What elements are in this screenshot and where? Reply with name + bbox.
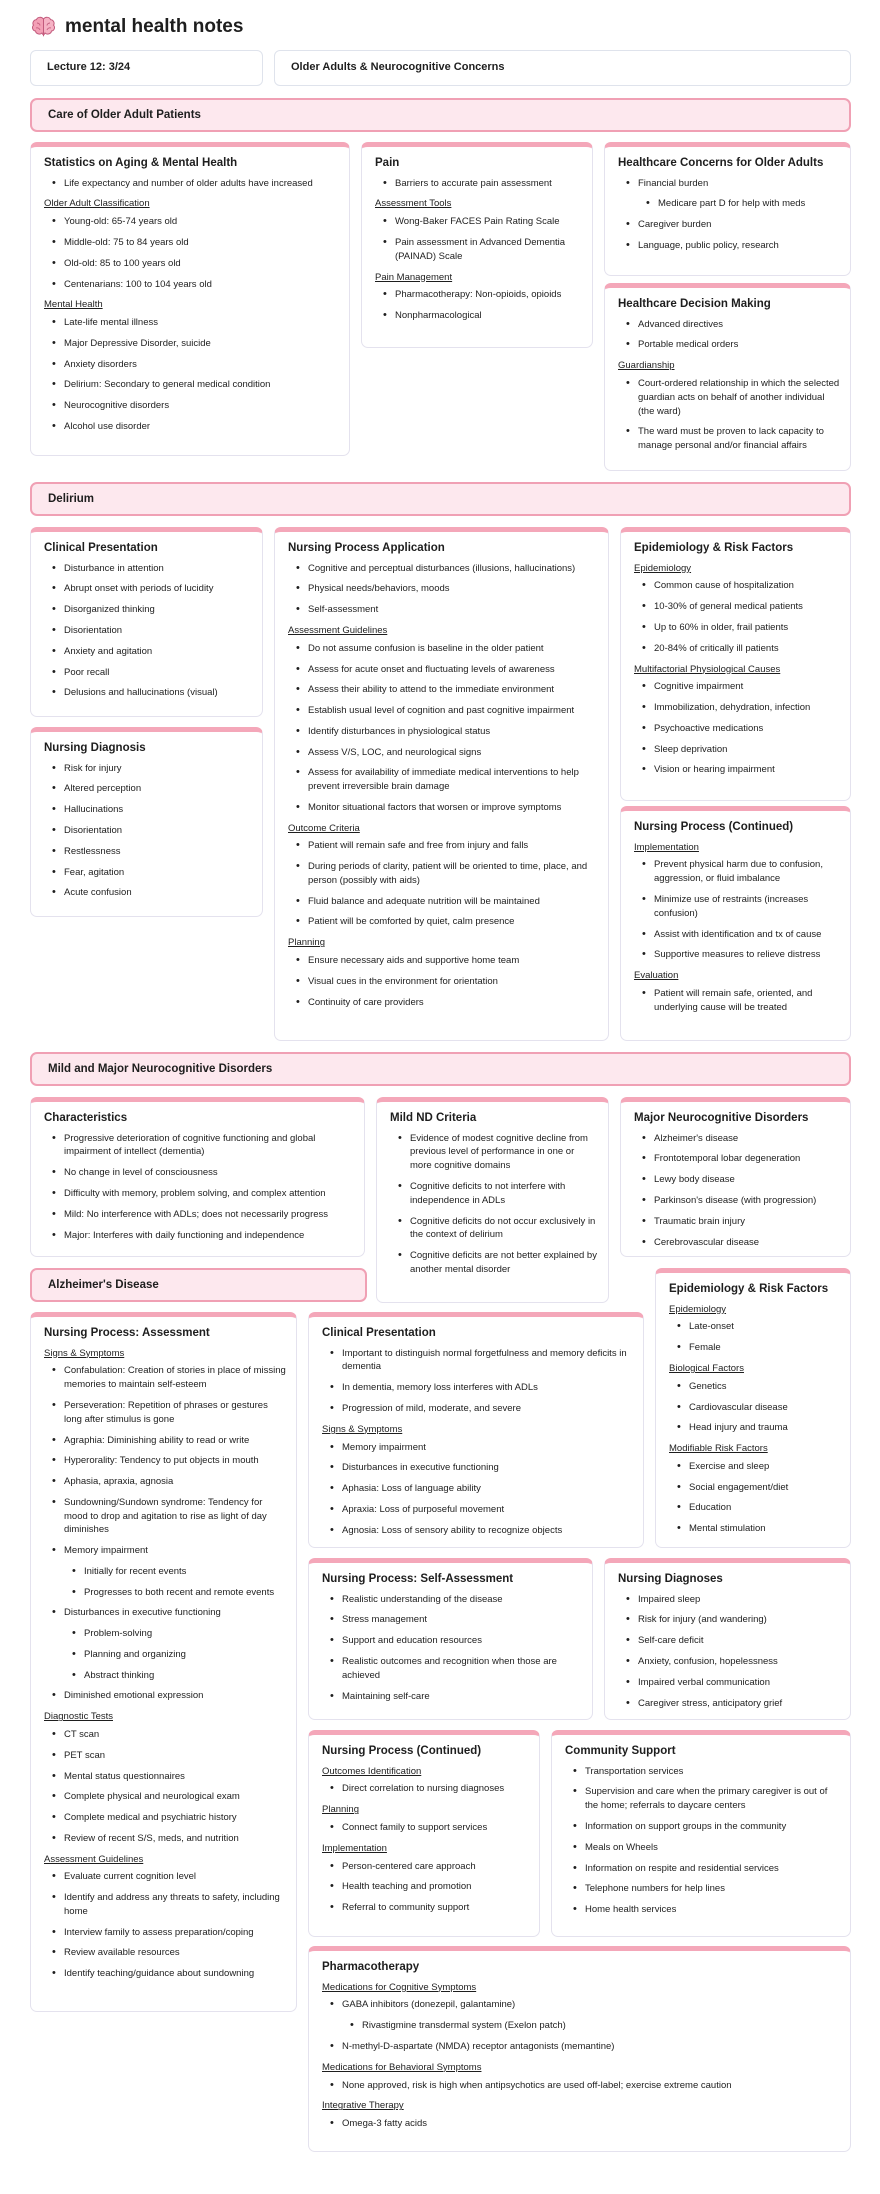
bullet-item: • Realistic understanding of the disease (322, 1593, 582, 1607)
bullet-item: • Acute confusion (44, 886, 252, 900)
bullet-list (322, 1593, 582, 1704)
bullet-item: • Risk for injury (44, 762, 252, 776)
bullet-list (634, 579, 840, 655)
sub-bullet-item: • Initially for recent events (44, 1565, 286, 1579)
bullet-item: • In dementia, memory loss interferes with ADLs (322, 1381, 633, 1395)
bullet-item: • Minimize use of restraints (increases confusion) (634, 893, 840, 921)
section-title: Delirium (48, 492, 95, 505)
subheading: Older Adult Classification (44, 198, 150, 210)
bullet-item: • Home health services (565, 1903, 840, 1917)
bullet-item: • Prevent physical harm due to confusion, aggression, or fluid imbalance (634, 858, 840, 886)
card-title: Nursing Diagnoses (618, 1573, 723, 1585)
bullet-item: • Information on support groups in the community (565, 1820, 840, 1834)
bullet-list (634, 680, 840, 777)
bullet-item: • Assess V/S, LOC, and neurological signs (288, 746, 598, 760)
bullet-list (322, 1860, 529, 1915)
bullet-item: • Centenarians: 100 to 104 years old (44, 278, 339, 292)
card-epi2 (655, 1268, 851, 1548)
bullet-item: • Immobilization, dehydration, infection (634, 701, 840, 715)
bullet-item: • Poor recall (44, 666, 252, 680)
bullet-list (618, 177, 840, 253)
bullet-item: • Female (669, 1341, 840, 1355)
bullet-item: • Ensure necessary aids and supportive home team (288, 954, 598, 968)
bullet-list (288, 562, 598, 617)
bullet-item: • Information on respite and residential services (565, 1862, 840, 1876)
bullet-list (375, 177, 582, 191)
bullet-item: • Parkinson's disease (with progression) (634, 1194, 840, 1208)
bullet-item: • Fear, agitation (44, 866, 252, 880)
card-clin (30, 527, 263, 717)
sub-bullet-item: • Planning and organizing (44, 1648, 286, 1662)
bullet-item: • Review of recent S/S, meds, and nutrition (44, 1832, 286, 1846)
card-ndiag (604, 1558, 851, 1720)
sub-bullet-item: • Problem-solving (44, 1627, 286, 1641)
bullet-item: • Cognitive impairment (634, 680, 840, 694)
card-title: Clinical Presentation (44, 542, 158, 554)
section-title: Alzheimer's Disease (48, 1278, 159, 1291)
subheading: Assessment Guidelines (288, 624, 388, 636)
bullet-item: • Maintaining self-care (322, 1690, 582, 1704)
bullet-item: • Identify disturbances in physiological status (288, 725, 598, 739)
subheading: Assessment Tools (375, 198, 452, 210)
bullet-item: • Up to 60% in older, frail patients (634, 621, 840, 635)
bullet-item: • Cognitive deficits are not better explained by another mental disorder (390, 1249, 598, 1277)
bullet-item: • Sleep deprivation (634, 743, 840, 757)
bullet-item: • Disturbance in attention (44, 562, 252, 576)
topic-field (274, 50, 851, 86)
subheading: Epidemiology (669, 1303, 727, 1315)
bullet-list (375, 215, 582, 263)
bullet-item: • Cognitive deficits do not occur exclusively in the context of delirium (390, 1215, 598, 1243)
bullet-item: • Direct correlation to nursing diagnoses (322, 1782, 529, 1796)
bullet-list (669, 1460, 840, 1536)
bullet-item: • Disturbances in executive functioning (322, 1461, 633, 1475)
card-stats (30, 142, 350, 456)
bullet-item: • Agraphia: Diminishing ability to read or write (44, 1434, 286, 1448)
bullet-item: • Major: Interferes with daily functioning and independence (44, 1229, 354, 1243)
bullet-list (375, 288, 582, 323)
bullet-item: • Review available resources (44, 1946, 286, 1960)
bullet-item: • Major Depressive Disorder, suicide (44, 337, 339, 351)
sub-bullet-item: • Medicare part D for help with meds (618, 197, 840, 211)
bullet-list (44, 1132, 354, 1243)
card-title: Healthcare Decision Making (618, 298, 771, 310)
bullet-list (669, 1380, 840, 1435)
bullet-item: • Disorganized thinking (44, 603, 252, 617)
bullet-item: • Wong-Baker FACES Pain Rating Scale (375, 215, 582, 229)
section-title: Care of Older Adult Patients (48, 108, 201, 121)
bullet-item: • Aphasia: Loss of language ability (322, 1482, 633, 1496)
card-title: Nursing Process: Assessment (44, 1327, 210, 1339)
bullet-item: • Risk for injury (and wandering) (618, 1613, 840, 1627)
bullet-item: • Pain assessment in Advanced Dementia (PAINAD) Scale (375, 236, 582, 264)
subheading: Implementation (322, 1842, 387, 1854)
bullet-item: • Confabulation: Creation of stories in place of missing memories to maintain self-esteem (44, 1364, 286, 1392)
card-title: Community Support (565, 1745, 676, 1757)
bullet-item: • Impaired verbal communication (618, 1676, 840, 1690)
bullet-item: • Memory impairment (44, 1544, 286, 1558)
bullet-item: • Self-assessment (288, 603, 598, 617)
subheading: Biological Factors (669, 1362, 744, 1374)
bullet-item: • N-methyl-D-aspartate (NMDA) receptor antagonists (memantine) (322, 2040, 840, 2054)
card-title: Nursing Process: Self-Assessment (322, 1573, 514, 1585)
bullet-list (322, 1821, 529, 1835)
bullet-item: • Identify and address any threats to safety, including home (44, 1891, 286, 1919)
bullet-item: • Nonpharmacological (375, 309, 582, 323)
bullet-item: • Disorientation (44, 824, 252, 838)
bullet-item: • Supervision and care when the primary caregiver is out of the home; referrals to daycare centers (565, 1785, 840, 1813)
bullet-item: • Vision or hearing impairment (634, 763, 840, 777)
bullet-item: • PET scan (44, 1749, 286, 1763)
bullet-list (634, 987, 840, 1015)
bullet-item: • Do not assume confusion is baseline in the older patient (288, 642, 598, 656)
bullet-item: • Impaired sleep (618, 1593, 840, 1607)
card-pain (361, 142, 593, 348)
card-mild (376, 1097, 609, 1303)
bullet-item: • Evaluate current cognition level (44, 1870, 286, 1884)
sub-bullet-item: • Abstract thinking (44, 1669, 286, 1683)
bullet-item: • Apraxia: Loss of purposeful movement (322, 1503, 633, 1517)
bullet-list (288, 642, 598, 815)
bullet-item: • 10-30% of general medical patients (634, 600, 840, 614)
bullet-list (44, 1728, 286, 1846)
bullet-item: • Connect family to support services (322, 1821, 529, 1835)
bullet-item: • Important to distinguish normal forgetfulness and memory deficits in dementia (322, 1347, 633, 1375)
bullet-item: • Assist with identification and tx of cause (634, 928, 840, 942)
card-title: Pharmacotherapy (322, 1961, 420, 1973)
card-pharm (308, 1946, 851, 2152)
card-title: Nursing Process (Continued) (322, 1745, 482, 1757)
bullet-list (322, 2117, 840, 2131)
bullet-item: • Common cause of hospitalization (634, 579, 840, 593)
subheading: Multifactorial Physiological Causes (634, 663, 781, 675)
bullet-item: • Diminished emotional expression (44, 1689, 286, 1703)
bullet-item: • Patient will remain safe and free from injury and falls (288, 839, 598, 853)
lecture-field (30, 50, 263, 86)
bullet-list (634, 858, 840, 962)
bullet-item: • Cognitive and perceptual disturbances (illusions, hallucinations) (288, 562, 598, 576)
bullet-item: • Late-life mental illness (44, 316, 339, 330)
card-hc (604, 142, 851, 276)
subheading: Medications for Behavioral Symptoms (322, 2061, 482, 2073)
bullet-list (44, 215, 339, 291)
bullet-item: • Hyperorality: Tendency to put objects in mouth (44, 1454, 286, 1468)
bullet-item: • Referral to community support (322, 1901, 529, 1915)
bullet-item: • Portable medical orders (618, 338, 840, 352)
bullet-item: • Restlessness (44, 845, 252, 859)
bullet-list (322, 1782, 529, 1796)
bullet-item: • Anxiety and agitation (44, 645, 252, 659)
bullet-item: • Omega-3 fatty acids (322, 2117, 840, 2131)
bullet-item: • Complete medical and psychiatric history (44, 1811, 286, 1825)
bullet-item: • Anxiety, confusion, hopelessness (618, 1655, 840, 1669)
bullet-item: • Fluid balance and adequate nutrition will be maintained (288, 895, 598, 909)
bullet-item: • Telephone numbers for help lines (565, 1882, 840, 1896)
card-title: Nursing Process Application (288, 542, 445, 554)
subheading: Assessment Guidelines (44, 1853, 144, 1865)
bullet-item: • Continuity of care providers (288, 996, 598, 1010)
bullet-item: • Hallucinations (44, 803, 252, 817)
bullet-item: • Evidence of modest cognitive decline from previous level of performance in one or more cognitive domains (390, 1132, 598, 1173)
bullet-list (618, 377, 840, 453)
bullet-item: • Realistic outcomes and recognition when those are achieved (322, 1655, 582, 1683)
bullet-item: • GABA inhibitors (donezepil, galantamine) (322, 1998, 840, 2012)
bullet-item: • Life expectancy and number of older adults have increased (44, 177, 339, 191)
sub-bullet-item: • Rivastigmine transdermal system (Exelon patch) (322, 2019, 840, 2033)
bullet-item: • Transportation services (565, 1765, 840, 1779)
card-title: Pain (375, 157, 400, 169)
bullet-item: • Progression of mild, moderate, and severe (322, 1402, 633, 1416)
card-title: Nursing Diagnosis (44, 742, 146, 754)
bullet-item: • Exercise and sleep (669, 1460, 840, 1474)
card-alzclin (308, 1312, 644, 1548)
bullet-item: • Self-care deficit (618, 1634, 840, 1648)
bullet-item: • Perseveration: Repetition of phrases or gestures long after stimulus is gone (44, 1399, 286, 1427)
topic-label: Older Adults & Neurocognitive Concerns (291, 61, 505, 74)
card-npassess (30, 1312, 297, 2012)
card-epi1 (620, 527, 851, 801)
bullet-item: • Disturbances in executive functioning (44, 1606, 286, 1620)
bullet-item: • Frontotemporal lobar degeneration (634, 1152, 840, 1166)
bullet-item: • Caregiver stress, anticipatory grief (618, 1697, 840, 1711)
bullet-item: • Stress management (322, 1613, 582, 1627)
bullet-item: • During periods of clarity, patient will be oriented to time, place, and person (possibly with aids) (288, 860, 598, 888)
bullet-item: • 20-84% of critically ill patients (634, 642, 840, 656)
bullet-item: • Court-ordered relationship in which the selected guardian acts on behalf of another individual (the ward) (618, 377, 840, 418)
bullet-item: • Advanced directives (618, 318, 840, 332)
section-delirium (30, 482, 851, 516)
bullet-item: • Visual cues in the environment for orientation (288, 975, 598, 989)
card-npa (274, 527, 609, 1041)
bullet-item: • Support and education resources (322, 1634, 582, 1648)
bullet-list (322, 1347, 633, 1416)
bullet-item: • Aphasia, apraxia, agnosia (44, 1475, 286, 1489)
bullet-item: • Memory impairment (322, 1441, 633, 1455)
card-title: Characteristics (44, 1112, 128, 1124)
bullet-item: • Cognitive deficits to not interfere with independence in ADLs (390, 1180, 598, 1208)
subheading: Planning (322, 1804, 359, 1816)
section-care (30, 98, 851, 132)
bullet-item: • Alcohol use disorder (44, 420, 339, 434)
bullet-item: • Middle-old: 75 to 84 years old (44, 236, 339, 250)
bullet-item: • Establish usual level of cognition and past cognitive impairment (288, 704, 598, 718)
bullet-item: • Cardiovascular disease (669, 1401, 840, 1415)
bullet-item: • Meals on Wheels (565, 1841, 840, 1855)
bullet-list (44, 177, 339, 191)
bullet-item: • Delirium: Secondary to general medical condition (44, 378, 339, 392)
bullet-item: • Traumatic brain injury (634, 1215, 840, 1229)
bullet-list (44, 1870, 286, 1981)
page-title: mental health notes (65, 16, 244, 38)
subheading: Medications for Cognitive Symptoms (322, 1981, 477, 1993)
card-char (30, 1097, 365, 1257)
bullet-item: • No change in level of consciousness (44, 1166, 354, 1180)
subheading: Epidemiology (634, 562, 692, 574)
bullet-item: • Progressive deterioration of cognitive functioning and global impairment of intellect (dementia) (44, 1132, 354, 1160)
subheading: Diagnostic Tests (44, 1711, 113, 1723)
section-alzheimers (30, 1268, 367, 1302)
bullet-list (322, 1441, 633, 1538)
card-title: Mild ND Criteria (390, 1112, 477, 1124)
card-title: Clinical Presentation (322, 1327, 436, 1339)
subheading: Signs & Symptoms (44, 1347, 125, 1359)
subheading: Outcome Criteria (288, 822, 360, 834)
bullet-item: • Health teaching and promotion (322, 1880, 529, 1894)
bullet-item: • Anxiety disorders (44, 358, 339, 372)
brain-icon (30, 16, 57, 38)
card-title: Major Neurocognitive Disorders (634, 1112, 809, 1124)
bullet-item: • Genetics (669, 1380, 840, 1394)
card-self (308, 1558, 593, 1720)
card-ndx (30, 727, 263, 917)
bullet-list (322, 1998, 840, 2053)
section-ncd (30, 1052, 851, 1086)
bullet-list (44, 562, 252, 700)
card-npc1 (620, 806, 851, 1041)
subheading: Outcomes Identification (322, 1765, 422, 1777)
bullet-item: • Mental status questionnaires (44, 1770, 286, 1784)
subheading: Integrative Therapy (322, 2100, 404, 2112)
bullet-item: • Barriers to accurate pain assessment (375, 177, 582, 191)
card-comm (551, 1730, 851, 1937)
subheading: Evaluation (634, 970, 679, 982)
bullet-list (322, 2079, 840, 2093)
bullet-item: • Alzheimer's disease (634, 1132, 840, 1146)
bullet-item: • Mild: No interference with ADLs; does not necessarily progress (44, 1208, 354, 1222)
subheading: Implementation (634, 841, 699, 853)
bullet-item: • Sundowning/Sundown syndrome: Tendency for mood to drop and agitation to rise as light of day diminishes (44, 1496, 286, 1537)
bullet-item: • Agnosia: Loss of sensory ability to recognize objects (322, 1524, 633, 1538)
bullet-list (618, 1593, 840, 1711)
bullet-list (669, 1320, 840, 1355)
subheading: Planning (288, 937, 325, 949)
bullet-item: • The ward must be proven to lack capacity to manage personal and/or financial affairs (618, 425, 840, 453)
bullet-item: • Late-onset (669, 1320, 840, 1334)
bullet-item: • Difficulty with memory, problem solving, and complex attention (44, 1187, 354, 1201)
bullet-item: • Patient will remain safe, oriented, and underlying cause will be treated (634, 987, 840, 1015)
bullet-item: • Head injury and trauma (669, 1421, 840, 1435)
subheading: Modifiable Risk Factors (669, 1443, 768, 1455)
bullet-item: • Cerebrovascular disease (634, 1236, 840, 1250)
section-title: Mild and Major Neurocognitive Disorders (48, 1062, 273, 1075)
bullet-list (288, 839, 598, 929)
subheading: Mental Health (44, 299, 103, 311)
bullet-list (44, 1364, 286, 1703)
lecture-label: Lecture 12: 3/24 (47, 61, 131, 74)
bullet-item: • Language, public policy, research (618, 239, 840, 253)
bullet-list (390, 1132, 598, 1277)
bullet-list (44, 762, 252, 900)
bullet-item: • Supportive measures to relieve distress (634, 948, 840, 962)
subheading: Pain Management (375, 271, 453, 283)
bullet-item: • Old-old: 85 to 100 years old (44, 257, 339, 271)
bullet-list (618, 318, 840, 353)
bullet-item: • CT scan (44, 1728, 286, 1742)
card-title: Epidemiology & Risk Factors (634, 542, 794, 554)
card-title: Epidemiology & Risk Factors (669, 1283, 829, 1295)
subheading: Guardianship (618, 360, 675, 372)
card-major (620, 1097, 851, 1257)
bullet-list (634, 1132, 840, 1250)
bullet-item: • Assess for acute onset and fluctuating levels of awareness (288, 663, 598, 677)
bullet-list (288, 954, 598, 1009)
bullet-item: • Caregiver burden (618, 218, 840, 232)
card-title: Healthcare Concerns for Older Adults (618, 157, 824, 169)
bullet-item: • Altered perception (44, 782, 252, 796)
bullet-item: • Assess for availability of immediate medical interventions to help prevent irreversible brain damage (288, 766, 598, 794)
card-npc2 (308, 1730, 540, 1937)
bullet-list (44, 316, 339, 434)
bullet-item: • Mental stimulation (669, 1522, 840, 1536)
bullet-item: • Identify teaching/guidance about sundowning (44, 1967, 286, 1981)
bullet-item: • Social engagement/diet (669, 1481, 840, 1495)
subheading: Signs & Symptoms (322, 1423, 403, 1435)
bullet-item: • None approved, risk is high when antipsychotics are used off-label; exercise extreme caution (322, 2079, 840, 2093)
bullet-item: • Monitor situational factors that worsen or improve symptoms (288, 801, 598, 815)
card-hdm (604, 283, 851, 471)
bullet-item: • Lewy body disease (634, 1173, 840, 1187)
card-title: Nursing Process (Continued) (634, 821, 794, 833)
bullet-item: • Psychoactive medications (634, 722, 840, 736)
bullet-item: • Abrupt onset with periods of lucidity (44, 582, 252, 596)
bullet-item: • Assess their ability to attend to the immediate environment (288, 683, 598, 697)
bullet-item: • Physical needs/behaviors, moods (288, 582, 598, 596)
bullet-item: • Pharmacotherapy: Non-opioids, opioids (375, 288, 582, 302)
bullet-item: • Patient will be comforted by quiet, calm presence (288, 915, 598, 929)
card-title: Statistics on Aging & Mental Health (44, 157, 238, 169)
bullet-item: • Complete physical and neurological exam (44, 1790, 286, 1804)
bullet-item: • Education (669, 1501, 840, 1515)
bullet-item: • Financial burden (618, 177, 840, 191)
bullet-item: • Delusions and hallucinations (visual) (44, 686, 252, 700)
bullet-item: • Person-centered care approach (322, 1860, 529, 1874)
sub-bullet-item: • Progresses to both recent and remote events (44, 1586, 286, 1600)
bullet-item: • Young-old: 65-74 years old (44, 215, 339, 229)
bullet-item: • Interview family to assess preparation/coping (44, 1926, 286, 1940)
page-header (30, 12, 243, 42)
bullet-item: • Disorientation (44, 624, 252, 638)
bullet-list (565, 1765, 840, 1917)
bullet-item: • Neurocognitive disorders (44, 399, 339, 413)
